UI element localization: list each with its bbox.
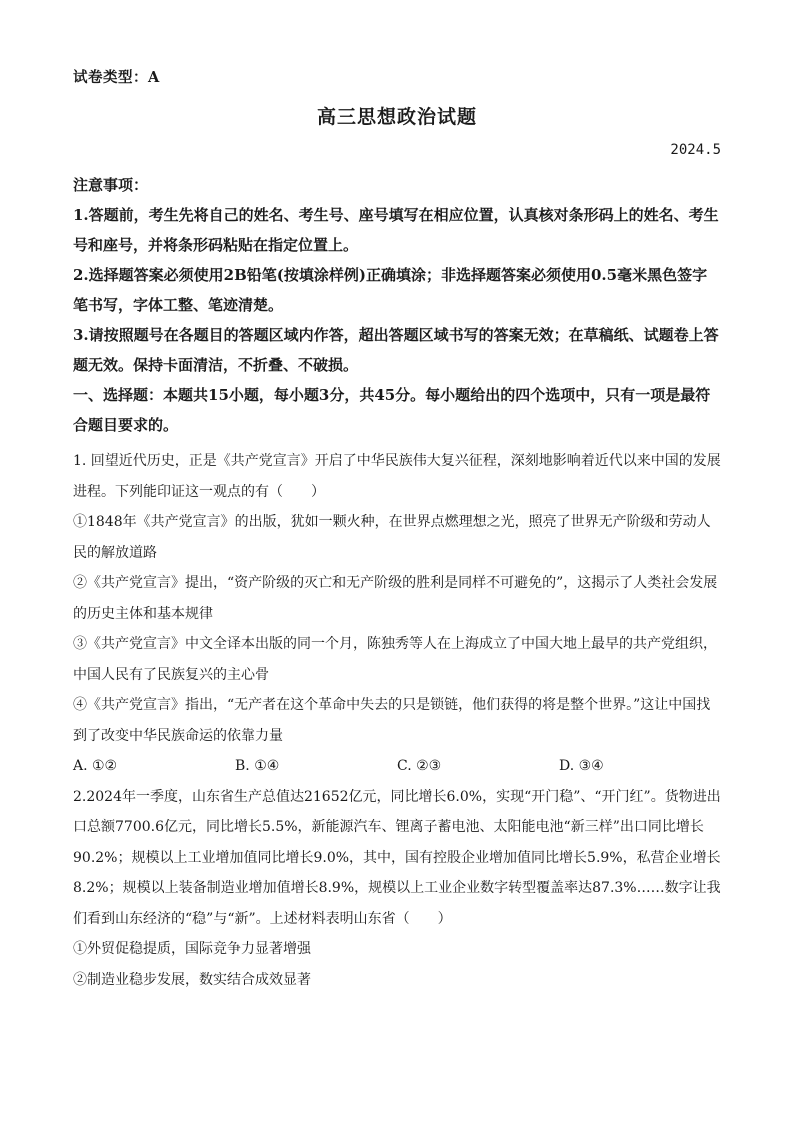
notice-item-3: 3.请按照题号在各题目的答题区域内作答，超出答题区域书写的答案无效；在草稿纸、试题卷上答题无效。保持卡面清洁，不折叠、不破损。: [73, 326, 719, 374]
question-statement: ②《共产党宣言》提出，“资产阶级的灭亡和无产阶级的胜利是同样不可避免的”，这揭示了人类社会发展的历史主体和基本规律: [73, 575, 718, 622]
question-statement: ④《共产党宣言》指出，“无产者在这个革命中失去的只是锁链，他们获得的将是整个世界。”这让中国找到了改变中华民族命运的依靠力量: [73, 697, 711, 744]
questions-block: [73, 446, 721, 995]
question-statement: ②制造业稳步发展，数实结合成效显著: [73, 971, 311, 988]
question-statement: ①外贸促稳提质，国际竞争力显著增强: [73, 941, 311, 957]
question-stem: 2.2024年一季度，山东省生产总值达21652亿元，同比增长6.0%，实现“开门稳”、“开门红”。货物进出口总额7700.6亿元，同比增长5.5%，新能源汽车、锂离子蓄电池、太阳能电池“新三样”出口同比增长90.2%；规模以上工业增加值同比增长9.0%，其中，国有控股企业增加值同比增长5.9%，私营企业增长8.2%；规模以上装备制造业增加值增长8.9%，规模以上工业企业数字转型覆盖率达87.3%……数字让我们看到山东经济的“稳”与“新”。上述材料表明山东省（ ）: [73, 788, 721, 927]
paper-type-label: 试卷类型：A: [73, 69, 160, 86]
choice-c: C. ②③: [397, 758, 442, 774]
notice-item-2: 2.选择题答案必须使用2B铅笔(按填涂样例)正确填涂；非选择题答案必须使用0.5毫米黑色签字笔书写，字体工整、笔迹清楚。: [73, 266, 708, 314]
notice-heading: 注意事项：: [73, 176, 149, 194]
answer-choices: [73, 751, 721, 782]
question-1: [73, 446, 721, 782]
page-title: 高三思想政治试题: [316, 106, 477, 128]
question-statement: ①1848年《共产党宣言》的出版，犹如一颗火种，在世界点燃理想之光，照亮了世界无产阶级和劳动人民的解放道路: [73, 514, 711, 561]
choice-a: A. ①②: [73, 758, 118, 774]
choice-b: B. ①④: [235, 758, 280, 774]
notice-item-1: 1.答题前，考生先将自己的姓名、考生号、座号填写在相应位置，认真核对条形码上的姓名、考生号和座号，并将条形码粘贴在指定位置上。: [73, 206, 719, 254]
question-statement: ③《共产党宣言》中文全译本出版的同一个月，陈独秀等人在上海成立了中国大地上最早的共产党组织，中国人民有了民族复兴的主心骨: [73, 636, 717, 683]
question-stem: 1. 回望近代历史，正是《共产党宣言》开启了中华民族伟大复兴征程，深刻地影响着近代以来中国的发展进程。下列能印证这一观点的有（ ）: [73, 453, 721, 500]
section-heading: 一、选择题：本题共15小题，每小题3分，共45分。每小题给出的四个选项中，只有一项是最符合题目要求的。: [73, 386, 711, 434]
exam-date: 2024.5: [670, 142, 721, 158]
choice-d: D. ③④: [559, 758, 604, 774]
notice-block: [73, 170, 721, 440]
question-2: [73, 782, 721, 996]
